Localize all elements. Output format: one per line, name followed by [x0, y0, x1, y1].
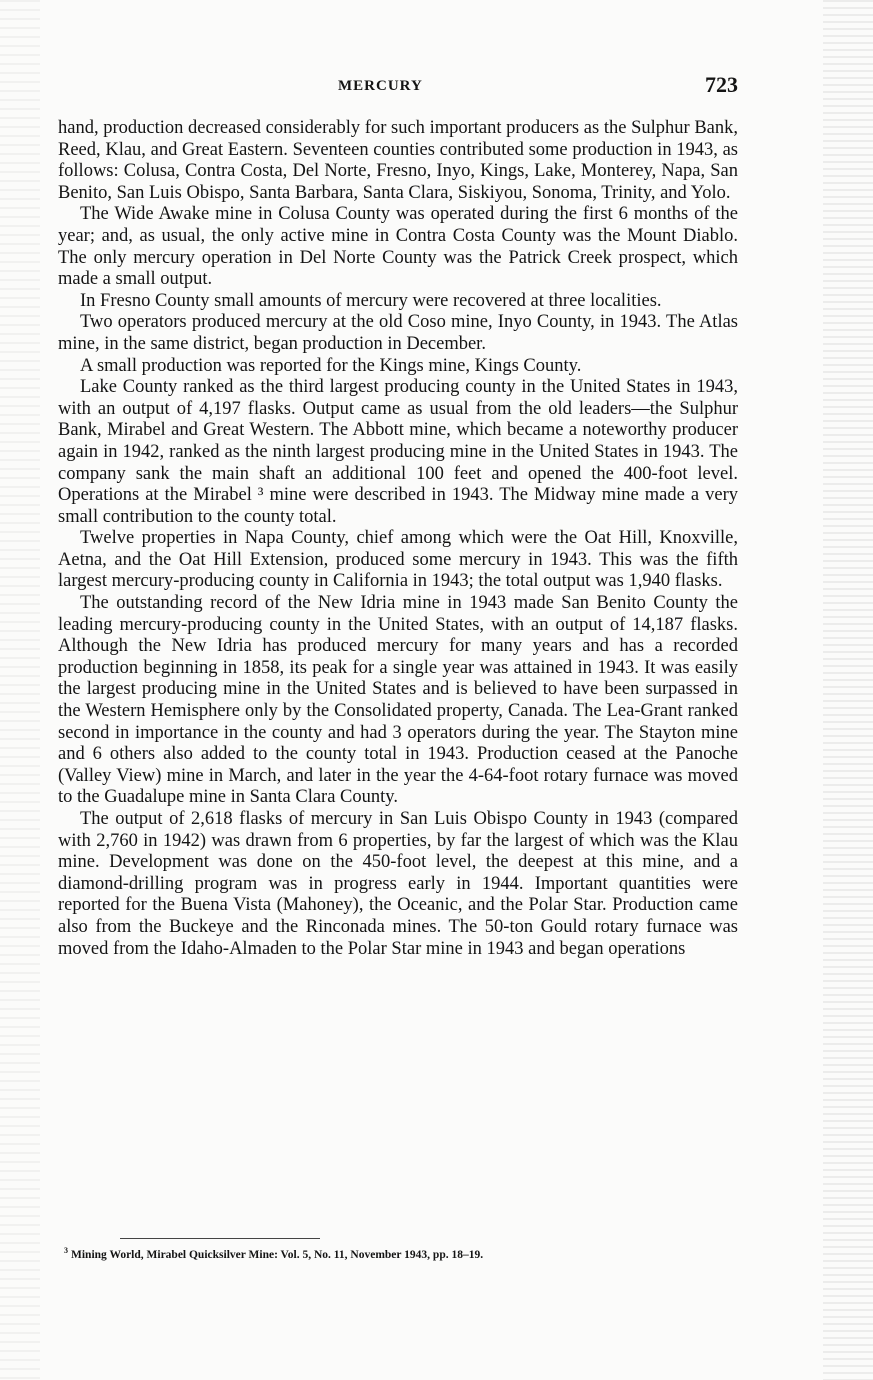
scan-noise-right: [823, 0, 873, 1380]
paragraph: The outstanding record of the New Idria mine in 1943 made San Benito County the leading mercury-producing county in the United States, with an output of 14,187 flasks. Although the New Idria has produced mercury for many years and has a recorded production beginning in 1858, its peak for a single year was attained in 1943. It was easily the largest producing mine in the United States and is believed to have been surpassed in the Western Hemisphere only by the Consolidated property, Canada. The Lea-Grant ranked second in importance in the county and had 3 operators during the year. The Stayton mine and 6 others also added to the county total in 1943. Production ceased at the Panoche (Valley View) mine in March, and later in the year the 4-64-foot rotary furnace was moved to the Guadalupe mine in Santa Clara County.: [58, 593, 738, 808]
page-header: [58, 72, 738, 100]
paragraph: Lake County ranked as the third largest producing county in the United States in 1943, with an output of 4,197 flasks. Output came as usual from the old leaders—the Sulphur Bank, Mirabel and Great Western. The Abbott mine, which became a noteworthy producer again in 1942, ranked as the ninth largest producing mine in the United States in 1943. The company sank the main shaft an additional 100 feet and opened the 400-foot level. Operations at the Mirabel ³ mine were described in 1943. The Midway mine made a very small contribution to the county total.: [58, 377, 738, 527]
footnote: [64, 1244, 724, 1262]
body-text: [58, 118, 738, 960]
paragraph: hand, production decreased considerably for such important producers as the Sulphur Bank, Reed, Klau, and Great Eastern. Seventeen counties contributed some production in 1943, as follows: Colusa, Contra Costa, Del Norte, Fresno, Inyo, Kings, Lake, Monterey, Napa, San Benito, San Luis Obispo, Santa Barbara, Santa Clara, Siskiyou, Sonoma, Trinity, and Yolo.: [58, 118, 738, 203]
paragraph: A small production was reported for the Kings mine, Kings County.: [80, 355, 582, 376]
paragraph: Two operators produced mercury at the old Coso mine, Inyo County, in 1943. The Atlas mine, in the same district, began production in December.: [58, 312, 738, 354]
paragraph: In Fresno County small amounts of mercury were recovered at three localities.: [80, 290, 662, 311]
footnote-rule: [120, 1238, 320, 1239]
footnote-mark: 3: [64, 1246, 68, 1255]
footnote-text: Mining World, Mirabel Quicksilver Mine: Vol. 5, No. 11, November 1943, pp. 18–19.: [71, 1248, 484, 1261]
paragraph: The output of 2,618 flasks of mercury in San Luis Obispo County in 1943 (compared with 2,760 in 1942) was drawn from 6 properties, by far the largest of which was the Klau mine. Development was done on the 450-foot level, the deepest at this mine, and a diamond-drilling program was in progress early in 1944. Important quantities were reported for the Buena Vista (Mahoney), the Oceanic, and the Polar Star. Production came also from the Buckeye and the Rinconada mines. The 50-ton Gould rotary furnace was moved from the Idaho-Almaden to the Polar Star mine in 1943 and began operations: [58, 809, 738, 959]
paragraph: Twelve properties in Napa County, chief among which were the Oat Hill, Knoxville, Aetna, and the Oat Hill Extension, produced some mercury in 1943. This was the fifth largest mercury-producing county in California in 1943; the total output was 1,940 flasks.: [58, 528, 738, 592]
scan-noise-left: [0, 0, 40, 1380]
page-number: 723: [705, 72, 738, 97]
paragraph: The Wide Awake mine in Colusa County was operated during the first 6 months of the year; and, as usual, the only active mine in Contra Costa County was the Mount Diablo. The only mercury operation in Del Norte County was the Patrick Creek prospect, which made a small output.: [58, 204, 738, 290]
running-head: MERCURY: [338, 78, 423, 94]
